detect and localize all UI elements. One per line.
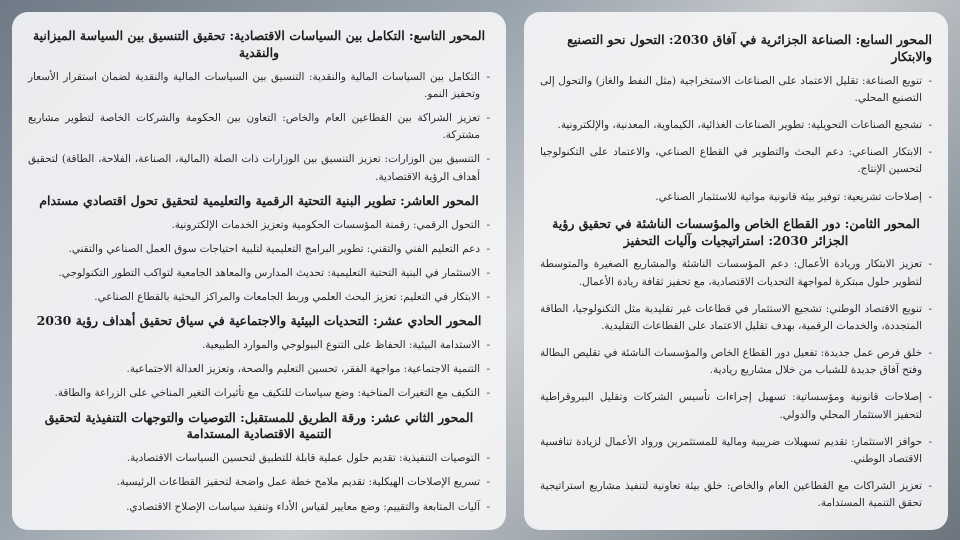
section-list [540, 256, 932, 512]
list-item: - دعم التعليم الفني والتقني: تطوير البرامج التعليمية لتلبية احتياجات سوق العمل الصناعي والتقني. [28, 241, 490, 258]
list-item: - إصلاحات تشريعية: توفير بيئة قانونية مواتية للاستثمار الصناعي. [540, 189, 932, 206]
section-title: المحور الثاني عشر: ورقة الطريق للمستقبل: التوصيات والتوجهات التنفيذية لتحقيق التنمية الاقتصادية المستدامة [44, 409, 474, 442]
list-item: - الاستدامة البيئية: الحفاظ على التنوع البيولوجي والموارد الطبيعية. [28, 337, 490, 354]
list-item: - التكيف مع التغيرات المناخية: وضع سياسات للتكيف مع تأثيرات التغير المناخي على الزراعة والطاقة. [28, 385, 490, 402]
list-item: - التوصيات التنفيذية: تقديم حلول عملية قابلة للتطبيق لتحسين السياسات الاقتصادية. [28, 450, 490, 467]
list-item: - إصلاحات قانونية ومؤسساتية: تسهيل إجراءات تأسيس الشركات وتقليل البيروقراطية لتحفيز الاستثمار المحلي والدولي. [540, 389, 932, 423]
list-item: - تسريع الإصلاحات الهيكلية: تقديم ملامح خطة عمل واضحة لتحفيز القطاعات الرئيسية. [28, 474, 490, 491]
section-list [28, 69, 490, 186]
list-item: - تنويع الاقتصاد الوطني: تشجيع الاستثمار في قطاعات غير تقليدية مثل التكنولوجيا، الطاقة المتجددة، والخدمات الرقمية، بهدف تقليل الاعتماد على القطاعات التقليدية. [540, 301, 932, 335]
section-title: المحور العاشر: تطوير البنية التحتية الرقمية والتعليمية لتحقيق تحول اقتصادي مستدام [39, 192, 479, 208]
section-list [28, 337, 490, 402]
right-panel [524, 12, 948, 530]
section-title: المحور التاسع: التكامل بين السياسات الاقتصادية: تحقيق التنسيق بين السياسة الميزانية والنقدية [32, 28, 486, 60]
section-list [540, 73, 932, 206]
section-list [28, 450, 490, 515]
section-title: المحور الحادي عشر: التحديات البيئية والاجتماعية في سياق تحقيق أهداف رؤية 2030 [36, 313, 482, 329]
list-item: - تنويع الصناعة: تقليل الاعتماد على الصناعات الاستخراجية (مثل النفط والغاز) والتحول إلى التصنيع المحلي. [540, 73, 932, 107]
list-item: - آليات المتابعة والتقييم: وضع معايير لقياس الأداء وتنفيذ سياسات الإصلاح الاقتصادي. [28, 499, 490, 516]
list-item: - التحول الرقمي: رقمنة المؤسسات الحكومية وتعزيز الخدمات الإلكترونية. [28, 217, 490, 234]
list-item: - الابتكار في التعليم: تعزيز البحث العلمي وربط الجامعات والمراكز البحثية بالقطاع الصناعي. [28, 289, 490, 306]
list-item: - خلق فرص عمل جديدة: تفعيل دور القطاع الخاص والمؤسسات الناشئة في تقليص البطالة وفتح آفاق جديدة للشباب من خلال مشاريع ريادية. [540, 345, 932, 379]
section-list [28, 217, 490, 307]
list-item: - حوافز الاستثمار: تقديم تسهيلات ضريبية ومالية للمستثمرين ورواد الأعمال لزيادة تنافسية الاقتصاد الوطني. [540, 434, 932, 468]
list-item: - التنسيق بين الوزارات: تعزيز التنسيق بين الوزارات ذات الصلة (المالية، الصناعة، الفلاحة، الطاقة) لتحقيق أهداف الرؤية الاقتصادية. [28, 151, 490, 185]
list-item: - تعزيز الشراكة بين القطاعين العام والخاص: التعاون بين الحكومة والشركات الخاصة لتطوير مشاريع مشتركة. [28, 110, 490, 144]
list-item: - التكامل بين السياسات المالية والنقدية: التنسيق بين السياسات المالية والنقدية لضمان استقرار الأسعار وتحفيز النمو. [28, 69, 490, 103]
section-title: المحور الثامن: دور القطاع الخاص والمؤسسات الناشئة في تحقيق رؤية الجزائر 2030: استراتيجيات وآليات التحفيز [552, 215, 920, 248]
section-title: المحور السابع: الصناعة الجزائرية في آفاق 2030: التحول نحو التصنيع والابتكار [567, 32, 932, 64]
list-item: - تشجيع الصناعات التحويلية: تطوير الصناعات الغذائية، الكيماوية، المعدنية، والإلكترونية. [540, 117, 932, 134]
list-item: - الاستثمار في البنية التحتية التعليمية: تحديث المدارس والمعاهد الجامعية لتواكب التطور التكنولوجي. [28, 265, 490, 282]
left-panel [12, 12, 506, 530]
list-item: - الابتكار الصناعي: دعم البحث والتطوير في القطاع الصناعي، والاعتماد على التكنولوجيا لتحسين الإنتاج. [540, 144, 932, 178]
list-item: - التنمية الاجتماعية: مواجهة الفقر، تحسين التعليم والصحة، وتعزيز العدالة الاجتماعية. [28, 361, 490, 378]
list-item: - تعزيز الشراكات مع القطاعين العام والخاص: خلق بيئة تعاونية لتنفيذ مشاريع استراتيجية تحقق التنمية المستدامة. [540, 478, 932, 512]
list-item: - تعزيز الابتكار وريادة الأعمال: دعم المؤسسات الناشئة والمشاريع الصغيرة والمتوسطة لتطوير حلول مبتكرة لمواجهة التحديات الاقتصادية، مع تحفيز ثقافة ريادة الأعمال. [540, 256, 932, 290]
